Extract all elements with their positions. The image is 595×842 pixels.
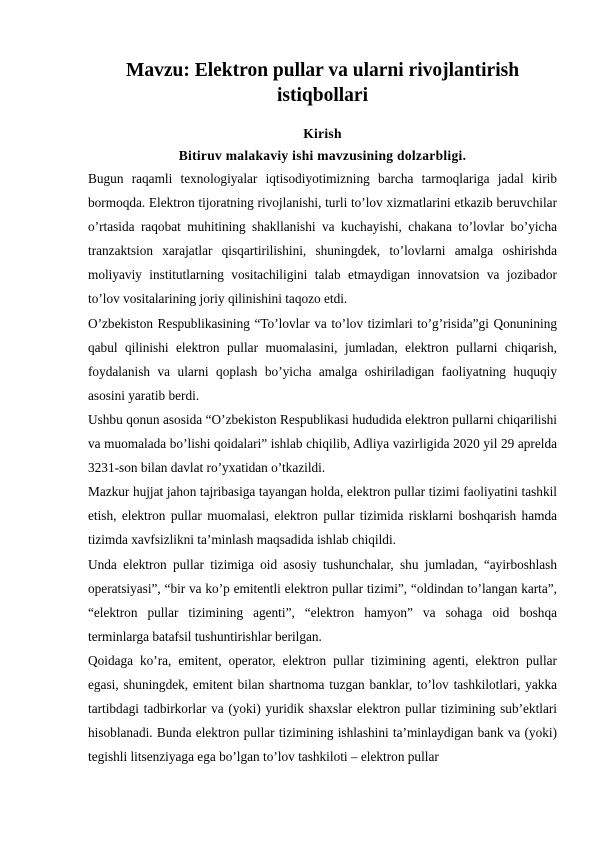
body-paragraph: O’zbekiston Respublikasining “To’lovlar va to’lov tizimlari to’g’risida”gi Qonunining qabul qilinishi elektron pullar muomalasini, jumladan, elektron pullarni chiqarish, foydalanish va ularni qoplash bo’yicha amalga oshiriladigan faoliyatning huquqiy asosini yaratib berdi. [88, 315, 557, 403]
body-paragraph: Bugun raqamli texnologiyalar iqtisodiyotimizning barcha tarmoqlariga jadal kirib bormoqda. Elektron tijoratning rivojlanishi, turli to’lov xizmatlarini etkazib beruvchilar o’rtasida raqobat muhitining shakllanishi va kuchayishi, chakana to’lovlar bo’yicha tranzaktsion xarajatlar qisqartirilishini, shuningdek, to’lovlarni amalga oshirishda moliyaviy institutlarning vositachiligini talab etmaydigan innovatsion va jozibador to’lov vositalarining joriy qilinishini taqozo etdi. [88, 171, 557, 307]
title-label: Mavzu: [125, 60, 190, 81]
body-paragraph: Mazkur hujjat jahon tajribasiga tayangan holda, elektron pullar tizimi faoliyatini tashkil etish, elektron pullar muomalasi, elektron pullar tizimida risklarni boshqarish hamda tizimda xavfsizlikni ta’minlash maqsadida ishlab chiqildi. [88, 484, 557, 548]
title-text: Elektron pullar va ularni rivojlantirish istiqbollari [194, 60, 520, 106]
section-heading-relevance: Bitiruv malakaviy ishi mavzusining dolzarbligi. [178, 148, 467, 163]
body-paragraph: Qoidaga ko’ra, emitent, operator, elektron pullar tizimining agenti, elektron pullar egasi, shuningdek, emitent bilan shartnoma tuzgan banklar, to’lov tashkilotlari, yakka tartibdagi tadbirkorlar va (yoki) yuridik shaxslar elektron pullar tizimining sub’ektlari hisoblanadi. Bunda elektron pullar tizimining ishlashini ta’minlaydigan bank va (yoki) tegishli litsenziyaga ega bo’lgan to’lov tashkiloti – elektron pullar [88, 652, 557, 765]
body-paragraph: Unda elektron pullar tizimiga oid asosiy tushunchalar, shu jumladan, “ayirboshlash operatsiyasi”, “bir va ko’p emitentli elektron pullar tizimi”, “oldindan to’langan karta”, “elektron pullar tizimining agenti”, “elektron hamyon” va sohaga oid boshqa terminlarga batafsil tushuntirishlar berilgan. [88, 556, 557, 644]
body-paragraph: Ushbu qonun asosida “O’zbekiston Respublikasi hududida elektron pullarni chiqarilishi va muomalada bo’lishi qoidalari” ishlab chiqilib, Adliya vazirligida 2020 yil 29 aprelda 3231-son bilan davlat ro’yxatidan o’tkazildi. [88, 411, 557, 476]
section-heading-intro: Kirish [303, 126, 342, 141]
document-title [88, 58, 557, 108]
